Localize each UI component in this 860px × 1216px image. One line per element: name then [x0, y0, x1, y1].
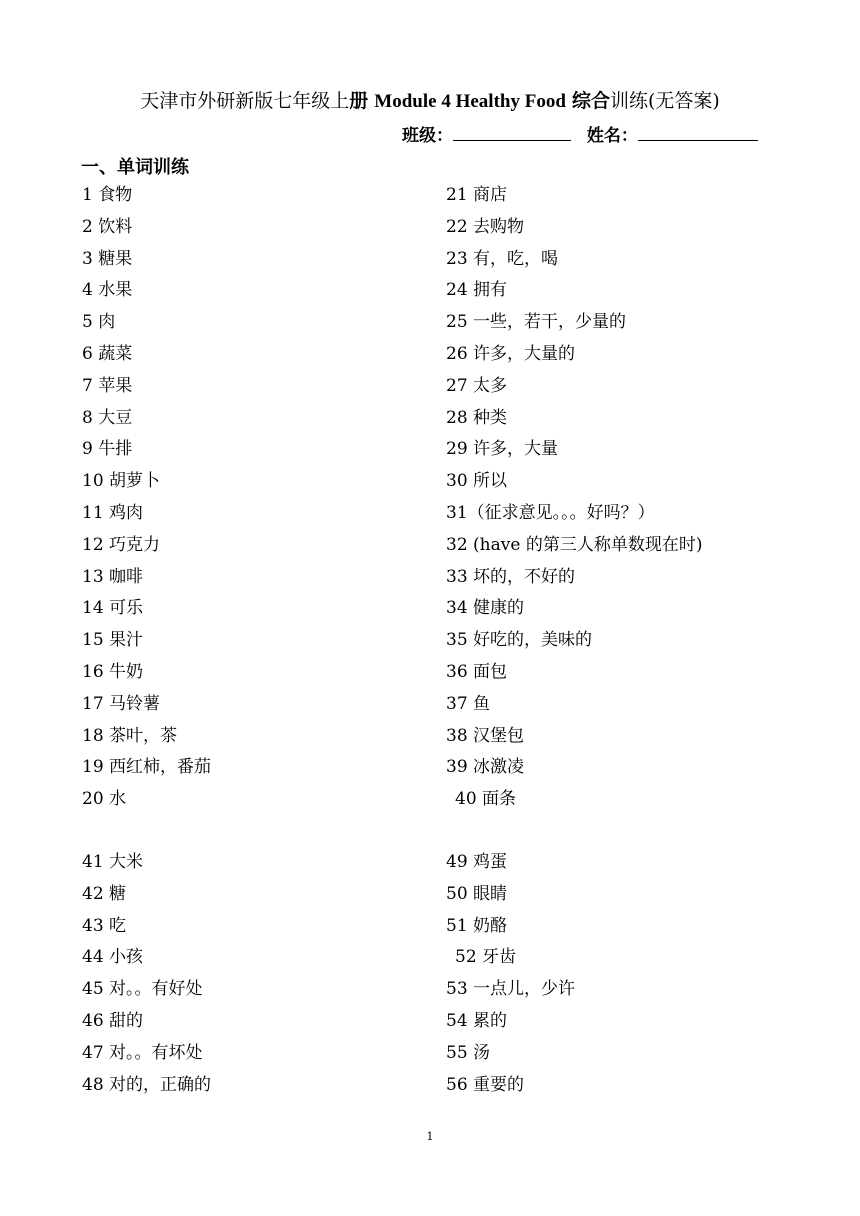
title-text-1: 天津市外研新版七年级上 [140, 90, 350, 112]
word-item: 18 茶叶，茶 [82, 725, 178, 746]
name-label: 姓名： [586, 126, 638, 146]
word-list-49-56 [446, 847, 575, 1101]
word-item: 40 面条 [455, 789, 517, 810]
word-item: 49 鸡蛋 [446, 852, 508, 872]
word-item: 38 汉堡包 [446, 725, 525, 746]
word-item: 27 太多 [446, 375, 508, 396]
word-item: 45 对。。有好处 [82, 979, 203, 1000]
word-item: 36 面包 [446, 661, 508, 682]
title-english: Module 4 Healthy Food [374, 91, 566, 112]
word-item: 25 一些，若干，少量的 [446, 312, 627, 333]
word-item: 56 重要的 [446, 1074, 525, 1095]
word-item: 14 可乐 [82, 598, 144, 619]
word-item: 20 水 [82, 789, 127, 810]
word-list-21-40 [446, 180, 702, 816]
word-item: 26 许多，大量的 [446, 343, 576, 364]
word-item: 12 巧克力 [82, 534, 161, 555]
word-item: 11 鸡肉 [82, 502, 144, 523]
word-item: 46 甜的 [82, 1010, 144, 1031]
word-item: 13 咖啡 [82, 566, 144, 587]
word-item: 31（征求意见。。。好吗？） [446, 502, 655, 523]
title-text-4: 训练(无答案) [609, 90, 720, 112]
word-item: 4 水果 [82, 280, 133, 301]
word-item: 33 坏的，不好的 [446, 566, 576, 587]
word-item: 30 所以 [446, 471, 508, 492]
word-item: 54 累的 [446, 1010, 508, 1031]
word-item: 48 对的，正确的 [82, 1074, 212, 1095]
name-blank[interactable] [638, 124, 758, 141]
class-blank[interactable] [453, 124, 571, 141]
word-list-41-48 [82, 847, 211, 1101]
word-item: 2 饮料 [82, 216, 133, 237]
word-item: 32 (have 的第三人称单数现在时) [446, 534, 703, 555]
word-item: 1 食物 [82, 185, 133, 205]
section-heading: 一、单词训练 [81, 157, 189, 178]
word-item: 17 马铃薯 [82, 693, 161, 714]
word-item: 21 商店 [446, 185, 508, 205]
class-name-line [402, 121, 758, 146]
word-item: 24 拥有 [446, 280, 508, 301]
word-item: 35 好吃的，美味的 [446, 630, 593, 651]
word-item: 34 健康的 [446, 598, 525, 619]
word-item: 50 眼睛 [446, 883, 508, 904]
page-number: 1 [426, 1130, 434, 1143]
word-item: 10 胡萝卜 [82, 471, 161, 492]
word-item: 7 苹果 [82, 375, 133, 396]
word-item: 37 鱼 [446, 693, 491, 714]
word-item: 44 小孩 [82, 947, 144, 968]
word-item: 23 有，吃，喝 [446, 248, 559, 269]
word-item: 29 许多，大量 [446, 439, 559, 460]
title-text-2: 册 [349, 90, 369, 112]
word-item: 51 奶酪 [446, 915, 508, 936]
word-item: 22 去购物 [446, 216, 525, 237]
word-item: 5 肉 [82, 312, 116, 333]
word-item: 28 种类 [446, 407, 508, 428]
word-item: 19 西红柿，番茄 [82, 757, 212, 778]
word-item: 52 牙齿 [455, 947, 517, 968]
word-item: 8 大豆 [82, 407, 133, 428]
word-item: 16 牛奶 [82, 661, 144, 682]
word-item: 47 对。。有坏处 [82, 1042, 203, 1063]
word-item: 42 糖 [82, 883, 127, 904]
word-item: 6 蔬菜 [82, 343, 133, 364]
word-item: 53 一点儿，少许 [446, 979, 576, 1000]
word-item: 15 果汁 [82, 630, 144, 651]
word-item: 43 吃 [82, 915, 127, 936]
title-text-3: 综合 [571, 90, 610, 112]
word-item: 41 大米 [82, 852, 144, 872]
word-item: 3 糖果 [82, 248, 133, 269]
word-item: 9 牛排 [82, 439, 133, 460]
word-list-1-20 [82, 180, 211, 816]
word-item: 39 冰激凌 [446, 757, 525, 778]
document-title [0, 86, 860, 113]
class-label: 班级： [402, 126, 453, 146]
word-item: 55 汤 [446, 1042, 491, 1063]
